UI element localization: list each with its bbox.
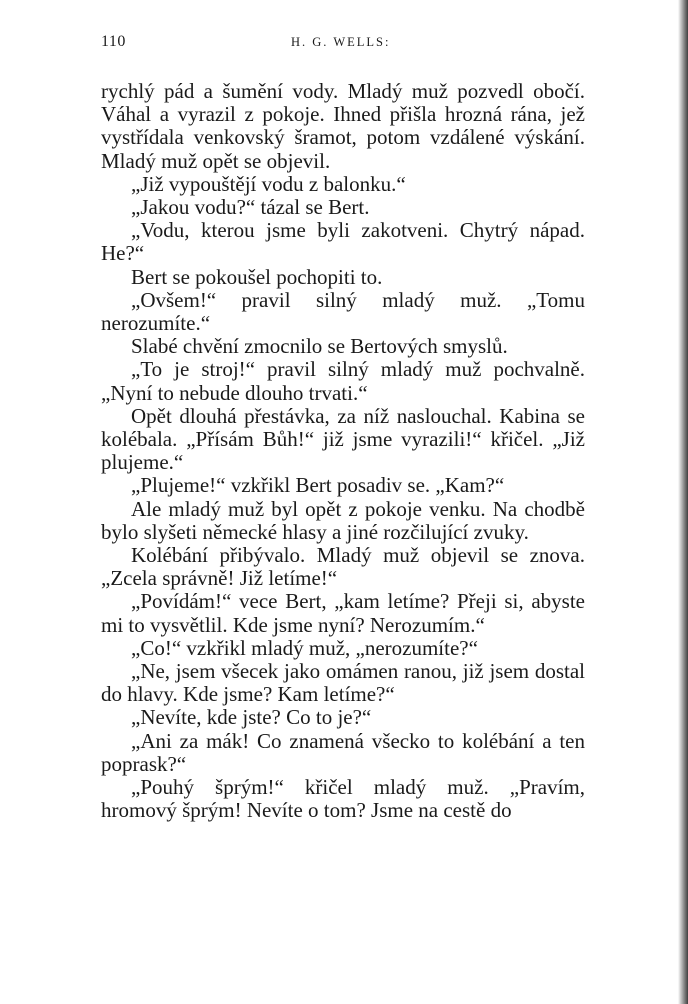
page-edge-shadow bbox=[678, 0, 688, 1004]
body-text bbox=[101, 80, 585, 823]
paragraph: „Již vypouštějí vodu z balonku.“ bbox=[131, 171, 406, 196]
paragraph: „Nevíte, kde jste? Co to je?“ bbox=[131, 705, 372, 730]
paragraph: „Jakou vodu?“ tázal se Bert. bbox=[131, 195, 370, 220]
paragraph: „Ani za mák! Co znamená všecko to kolébání a ten poprask?“ bbox=[101, 728, 585, 776]
paragraph: Ale mladý muž byl opět z pokoje venku. Na chodbě bylo slyšeti německé hlasy a jiné rozčilující zvuky. bbox=[101, 496, 585, 544]
page-header bbox=[101, 33, 585, 57]
paragraph: „Co!“ vzkřikl mladý muž, „nerozumíte?“ bbox=[131, 635, 478, 660]
paragraph: „Plujeme!“ vzkřikl Bert posadiv se. „Kam?“ bbox=[131, 473, 505, 498]
paragraph: Kolébání přibývalo. Mladý muž objevil se znova. „Zcela správně! Již letíme!“ bbox=[101, 543, 585, 591]
paragraph: „Ovšem!“ pravil silný mladý muž. „Tomu nerozumíte.“ bbox=[101, 287, 585, 336]
paragraph: rychlý pád a šumění vody. Mladý muž pozvedl obočí. Váhal a vyrazil z pokoje. Ihned přišla hrozná rána, jež vystřídala venkovský šramot, potom vzdálené výskání. Mladý muž opět se objevil. bbox=[101, 79, 585, 173]
paragraph: Opět dlouhá přestávka, za níž naslouchal. Kabina se kolébala. „Přísám Bůh!“ již jsme vyrazili!“ křičel. „Již plujeme.“ bbox=[101, 403, 585, 475]
page-number: 110 bbox=[101, 33, 126, 50]
running-head: H. G. WELLS: bbox=[291, 35, 391, 49]
paragraph: „To je stroj!“ pravil silný mladý muž pochvalně. „Nyní to nebude dlouho trvati.“ bbox=[101, 357, 585, 405]
paragraph: „Vodu, kterou jsme byli zakotveni. Chytrý nápad. He?“ bbox=[101, 218, 585, 266]
paragraph: Slabé chvění zmocnilo se Bertových smyslů. bbox=[131, 334, 508, 359]
paragraph: „Pouhý šprým!“ křičel mladý muž. „Pravím, hromový šprým! Nevíte o tom? Jsme na cestě do bbox=[101, 775, 585, 823]
paragraph: Bert se pokoušel pochopiti to. bbox=[131, 264, 383, 289]
paragraph: „Povídám!“ vece Bert, „kam letíme? Přeji si, abyste mi to vysvětlil. Kde jsme nyní? Nerozumím.“ bbox=[101, 589, 585, 637]
paragraph: „Ne, jsem všecek jako omámen ranou, již jsem dostal do hlavy. Kde jsme? Kam letíme?“ bbox=[101, 659, 585, 707]
